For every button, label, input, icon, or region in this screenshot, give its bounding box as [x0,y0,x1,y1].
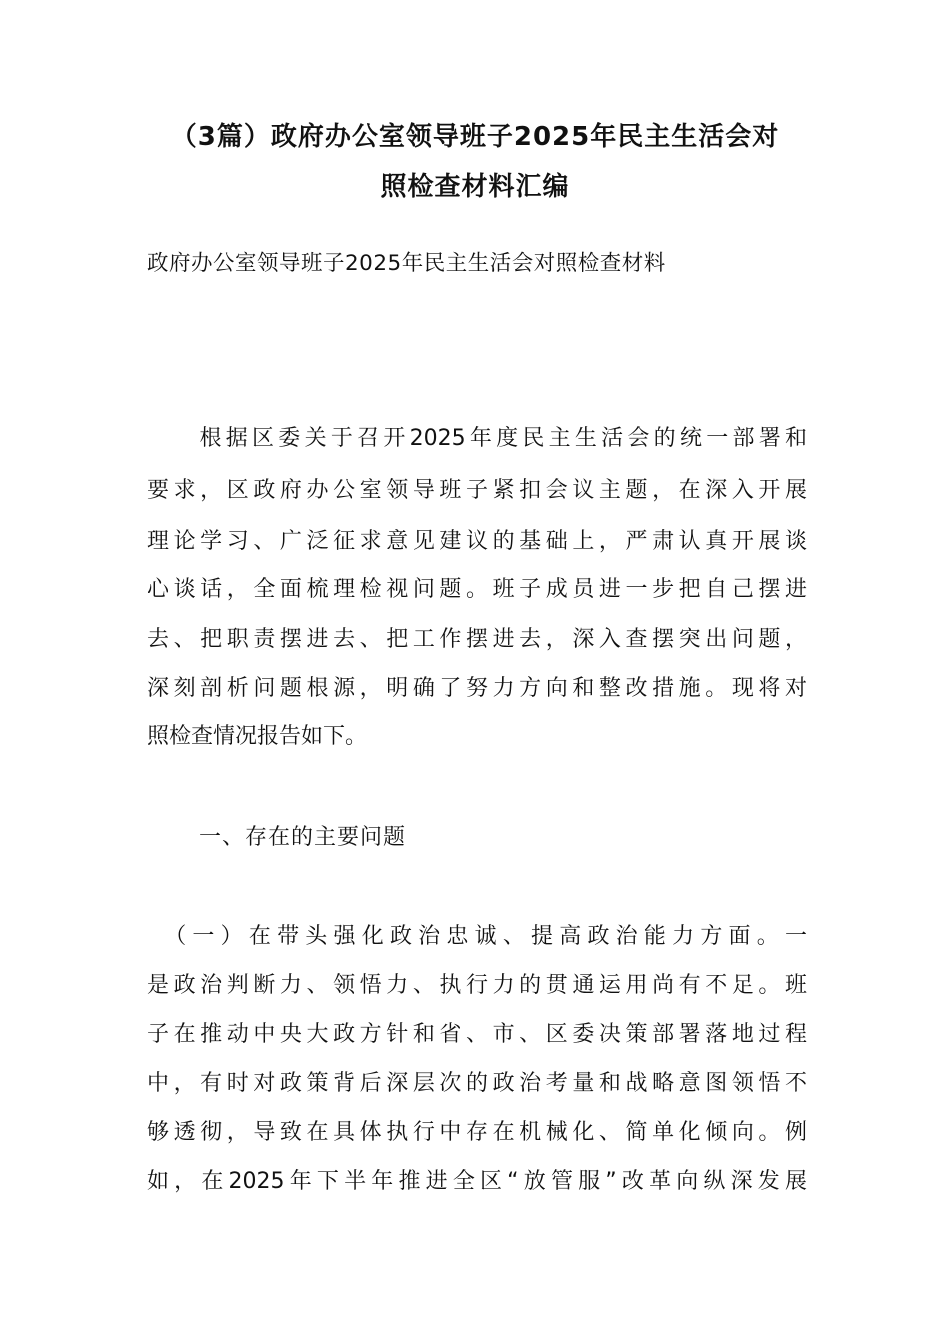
document-title [145,112,805,212]
paragraph-line: 要求，区政府办公室领导班子紧扣会议主题，在深入开展 [147,478,807,503]
paragraph-line: （一）在带头强化政治忠诚、提高政治能力方面。一 [147,924,807,949]
title-line-2: 照检查材料汇编 [380,172,570,202]
paragraph-line: 去、把职责摆进去、把工作摆进去，深入查摆突出问题， [147,627,807,652]
paragraph-line: 心谈话，全面梳理检视问题。班子成员进一步把自己摆进 [147,577,807,602]
paragraph-line: 够透彻，导致在具体执行中存在机械化、简单化倾向。例 [147,1120,807,1145]
paragraph-line: 子在推动中央大政方针和省、市、区委决策部署落地过程 [147,1022,807,1047]
paragraph-line: 是政治判断力、领悟力、执行力的贯通运用尚有不足。班 [147,973,807,998]
paragraph-line: 照检查情况报告如下。 [147,724,368,749]
paragraph-line: 理论学习、广泛征求意见建议的基础上，严肃认真开展谈 [147,529,807,554]
document-subtitle: 政府办公室领导班子2025年民主生活会对照检查材料 [147,251,666,276]
paragraph-line: 深刻剖析问题根源，明确了努力方向和整改措施。现将对 [147,676,807,701]
title-line-1: （3篇）政府办公室领导班子2025年民主生活会对 [170,122,780,152]
paragraph-line: 如，在2025年下半年推进全区“放管服”改革向纵深发展 [147,1169,807,1194]
paragraph-line: 根据区委关于召开2025年度民主生活会的统一部署和 [147,426,807,451]
section-heading: 一、存在的主要问题 [199,825,407,850]
paragraph-line: 中，有时对政策背后深层次的政治考量和战略意图领悟不 [147,1071,807,1096]
